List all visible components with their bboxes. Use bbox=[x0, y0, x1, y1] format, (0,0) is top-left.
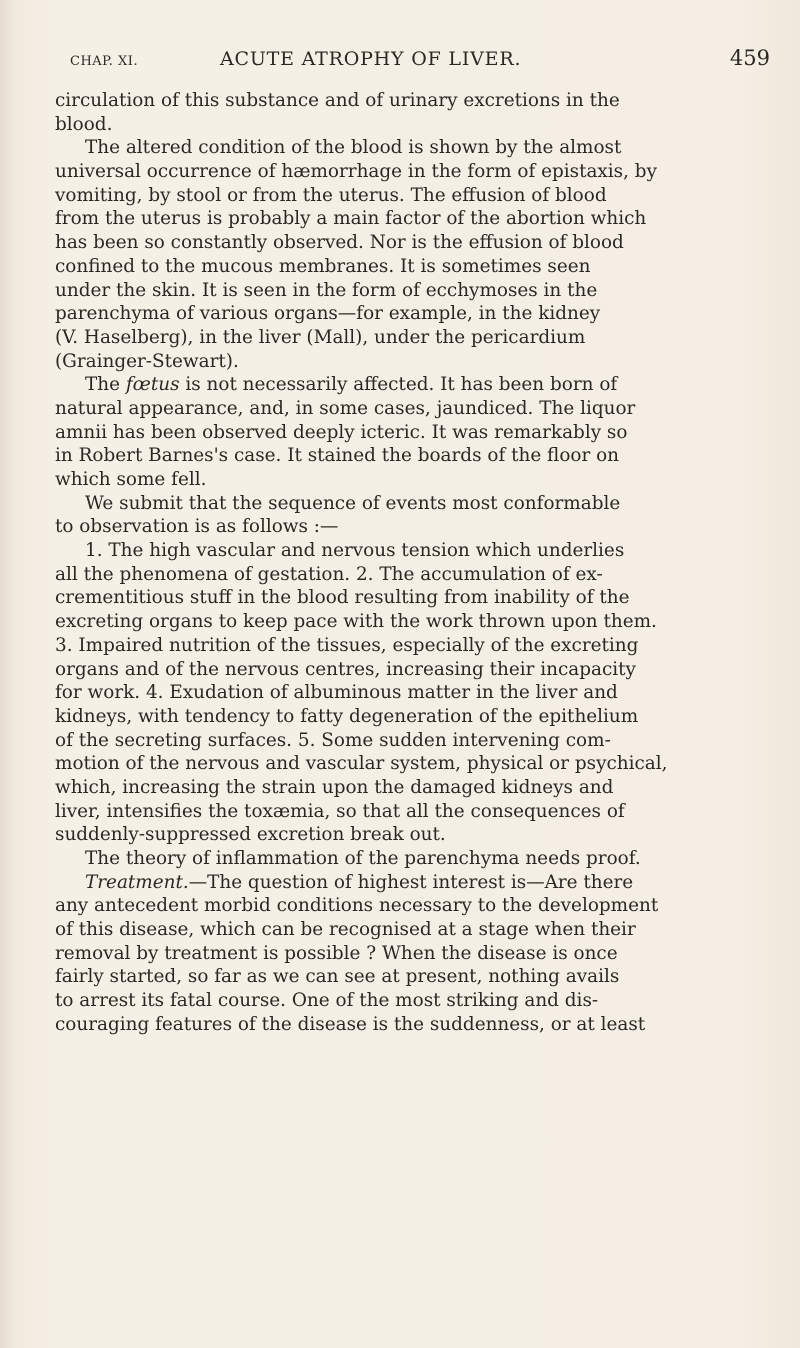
text-line: amnii has been observed deeply icteric. It was remarkably so bbox=[55, 421, 628, 443]
text-line: removal by treatment is possible ? When the disease is once bbox=[55, 942, 618, 964]
text-line: from the uterus is probably a main factor of the abortion which bbox=[55, 208, 647, 230]
text-line: 3. Impaired nutrition of the tissues, especially of the excreting bbox=[55, 634, 639, 656]
page-number: 459 bbox=[729, 46, 770, 70]
text-line: (Grainger-Stewart). bbox=[55, 350, 239, 372]
text-line: under the skin. It is seen in the form of ecchymoses in the bbox=[55, 279, 598, 301]
text-line: Treatment.—The question of highest interest is—Are there bbox=[85, 871, 634, 893]
text-line: The theory of inflammation of the parenchyma needs proof. bbox=[85, 848, 641, 869]
italic-heading: Treatment. bbox=[85, 871, 189, 893]
text-line: organs and of the nervous centres, increasing their incapacity bbox=[55, 658, 636, 680]
text-line: confined to the mucous membranes. It is sometimes seen bbox=[55, 255, 591, 277]
text-line: 1. The high vascular and nervous tension which underlies bbox=[85, 540, 625, 562]
page-header bbox=[70, 44, 770, 78]
text-line: of this disease, which can be recognised at a stage when their bbox=[55, 919, 636, 941]
text-line: all the phenomena of gestation. 2. The accumulation of ex- bbox=[55, 563, 603, 585]
text-line: of the secreting surfaces. 5. Some sudden intervening com- bbox=[55, 729, 611, 751]
text-line: universal occurrence of hæmorrhage in the form of epistaxis, by bbox=[55, 161, 657, 183]
text-line: crementitious stuff in the blood resulting from inability of the bbox=[55, 587, 630, 609]
text-line: any antecedent morbid conditions necessary to the development bbox=[55, 895, 659, 917]
text-line: We submit that the sequence of events most conformable bbox=[85, 492, 621, 514]
text-line: to observation is as follows :— bbox=[55, 516, 339, 538]
text-line: couraging features of the disease is the suddenness, or at least bbox=[55, 1013, 646, 1035]
text-line: which some fell. bbox=[55, 469, 207, 490]
text-line: suddenly-suppressed excretion break out. bbox=[55, 824, 446, 846]
text-line: which, increasing the strain upon the damaged kidneys and bbox=[55, 776, 614, 798]
text-line: parenchyma of various organs—for example, in the kidney bbox=[55, 303, 601, 325]
text-line: excreting organs to keep pace with the work thrown upon them. bbox=[55, 611, 657, 633]
text-line: vomiting, by stool or from the uterus. The effusion of blood bbox=[55, 184, 607, 206]
text-line: natural appearance, and, in some cases, jaundiced. The liquor bbox=[55, 397, 636, 419]
text-line: in Robert Barnes's case. It stained the boards of the floor on bbox=[55, 445, 620, 467]
chapter-label: CHAP. XI. bbox=[70, 54, 139, 69]
text-line: kidneys, with tendency to fatty degeneration of the epithelium bbox=[55, 705, 639, 727]
text-line: blood. bbox=[55, 113, 113, 135]
text-line: circulation of this substance and of urinary excretions in the bbox=[55, 90, 620, 111]
text-line: to arrest its fatal course. One of the most striking and dis- bbox=[55, 990, 599, 1012]
text-line: fairly started, so far as we can see at present, nothing avails bbox=[55, 966, 620, 988]
text-line: has been so constantly observed. Nor is the effusion of blood bbox=[55, 232, 624, 254]
italic-term: fœtus bbox=[125, 374, 180, 396]
text-line: The altered condition of the blood is shown by the almost bbox=[85, 137, 622, 159]
text-line: (V. Haselberg), in the liver (Mall), under the pericardium bbox=[55, 326, 586, 348]
text-line: liver, intensifies the toxæmia, so that all the consequences of bbox=[55, 800, 625, 822]
text-line: for work. 4. Exudation of albuminous matter in the liver and bbox=[55, 682, 618, 704]
body-text bbox=[55, 89, 771, 1037]
text-line: motion of the nervous and vascular system, physical or psychical, bbox=[55, 753, 668, 775]
text-line: The fœtus is not necessarily affected. It has been born of bbox=[85, 374, 618, 396]
running-title: ACUTE ATROPHY OF LIVER. bbox=[220, 48, 522, 70]
